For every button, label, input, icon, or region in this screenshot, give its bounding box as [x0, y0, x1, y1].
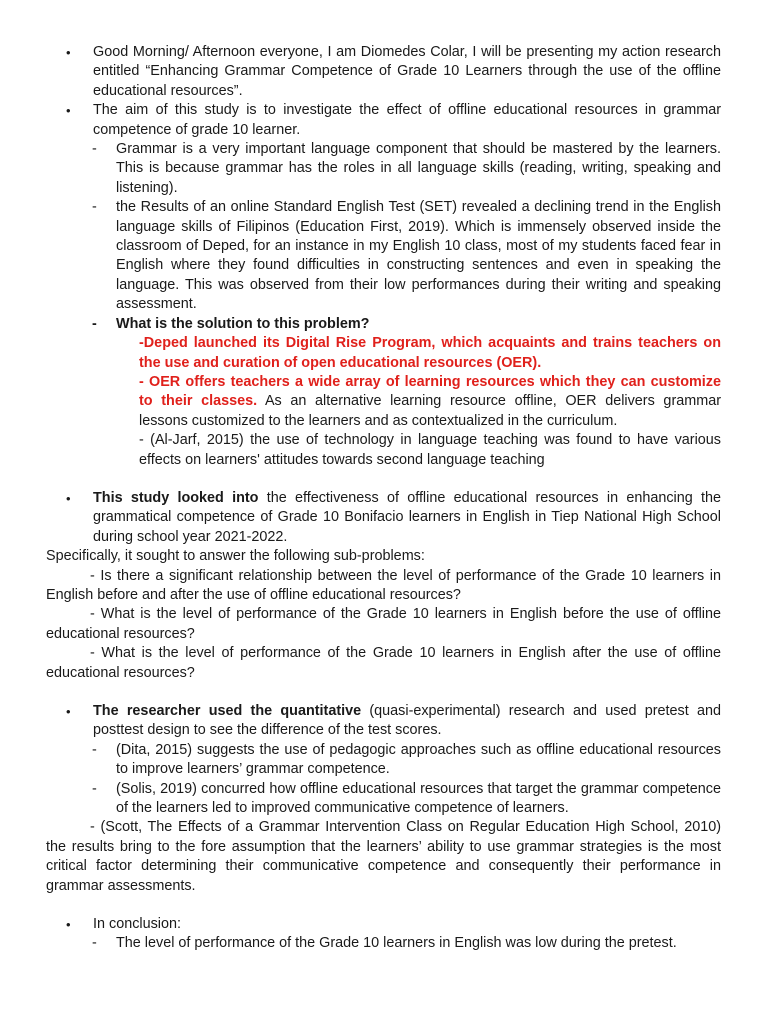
- intro-greeting: • Good Morning/ Afternoon everyone, I am Diomedes Colar, I will be presenting my action research entitled “Enhancing Grammar Competence of Grade 10 Learners through the use of the offline educational resources”.: [0, 43, 768, 101]
- conclusion-heading: • In conclusion:: [0, 915, 768, 934]
- sub-problem-2: - What is the level of performance of the Grade 10 learners in English before the use of offline educational resources?: [46, 606, 721, 642]
- sub-problem-1: - Is there a significant relationship between the level of performance of the Grade 10 learners in English before and after the use of offline educational resources?: [46, 567, 721, 603]
- grammar-point: - Grammar is a very important language component that should be mastered by the learners. This is because grammar has the roles in all language skills (reading, writing, speaking and listening).: [0, 140, 768, 198]
- scott-point: - (Scott, The Effects of a Grammar Intervention Class on Regular Education High School, 2010) the results bring to the fore assumption that the learners’ ability to use grammar strategies is the most critical factor determining their communicative competence and consequently their performance in grammar assessments.: [46, 819, 721, 894]
- study-scope-lead: This study looked into: [93, 489, 259, 506]
- method-lead: The researcher used the quantitative: [93, 703, 362, 719]
- oer-note-highlight: - OER offers teachers a wide array of learning resources which they can customize to their classes.: [139, 373, 721, 410]
- sub-problem-3: - What is the level of performance of the Grade 10 learners in English after the use of offline educational resources?: [46, 645, 721, 681]
- oer-note-rest: As an alternative learning resource offline, OER delivers grammar lessons customized to the learners and as contextualized in the curriculum.: [139, 393, 722, 429]
- dita-point: - (Dita, 2015) suggests the use of pedagogic approaches such as offline educational resources to improve learners’ grammar competence.: [0, 741, 768, 780]
- study-scope: [0, 489, 768, 547]
- aljarf-note: - (Al-Jarf, 2015) the use of technology in language teaching was found to have various effects on learners' attitudes towards second language teaching: [139, 432, 721, 468]
- study-aim: • The aim of this study is to investigate the effect of offline educational resources in grammar competence of grade 10 learner.: [0, 101, 768, 140]
- solis-point: - (Solis, 2019) concurred how offline educational resources that target the grammar competence of the learners led to improved communicative competence of learners.: [0, 780, 768, 819]
- oer-note: [0, 373, 768, 431]
- solution-question: - What is the solution to this problem?: [0, 315, 768, 334]
- set-result-point: - the Results of an online Standard English Test (SET) revealed a declining trend in the English language skills of Filipinos (Education First, 2019). Which is immensely observed inside the classroom of Deped, for an instance in my English 10 class, most of my students faced fear in English where they found difficulties in constructing sentences and even in speaking the language. This was observed from their low performances during their writing and speaking assessment.: [0, 198, 768, 314]
- method-rest: (quasi-experimental) research and used pretest and posttest design to see the difference of the test scores.: [93, 703, 721, 739]
- deped-program-note: -Deped launched its Digital Rise Program, which acquaints and trains teachers on the use and curation of open educational resources (OER).: [139, 335, 721, 371]
- conclusion-point-1: - The level of performance of the Grade 10 learners in English was low during the pretest.: [0, 934, 768, 953]
- study-scope-rest: the effectiveness of offline educational resources in enhancing the grammatical competence of Grade 10 Bonifacio learners in English in Tiep National High School during school year 2021-2022.: [93, 489, 721, 545]
- method-paragraph: [0, 702, 768, 741]
- sub-problems-intro: Specifically, it sought to answer the following sub-problems:: [46, 548, 425, 565]
